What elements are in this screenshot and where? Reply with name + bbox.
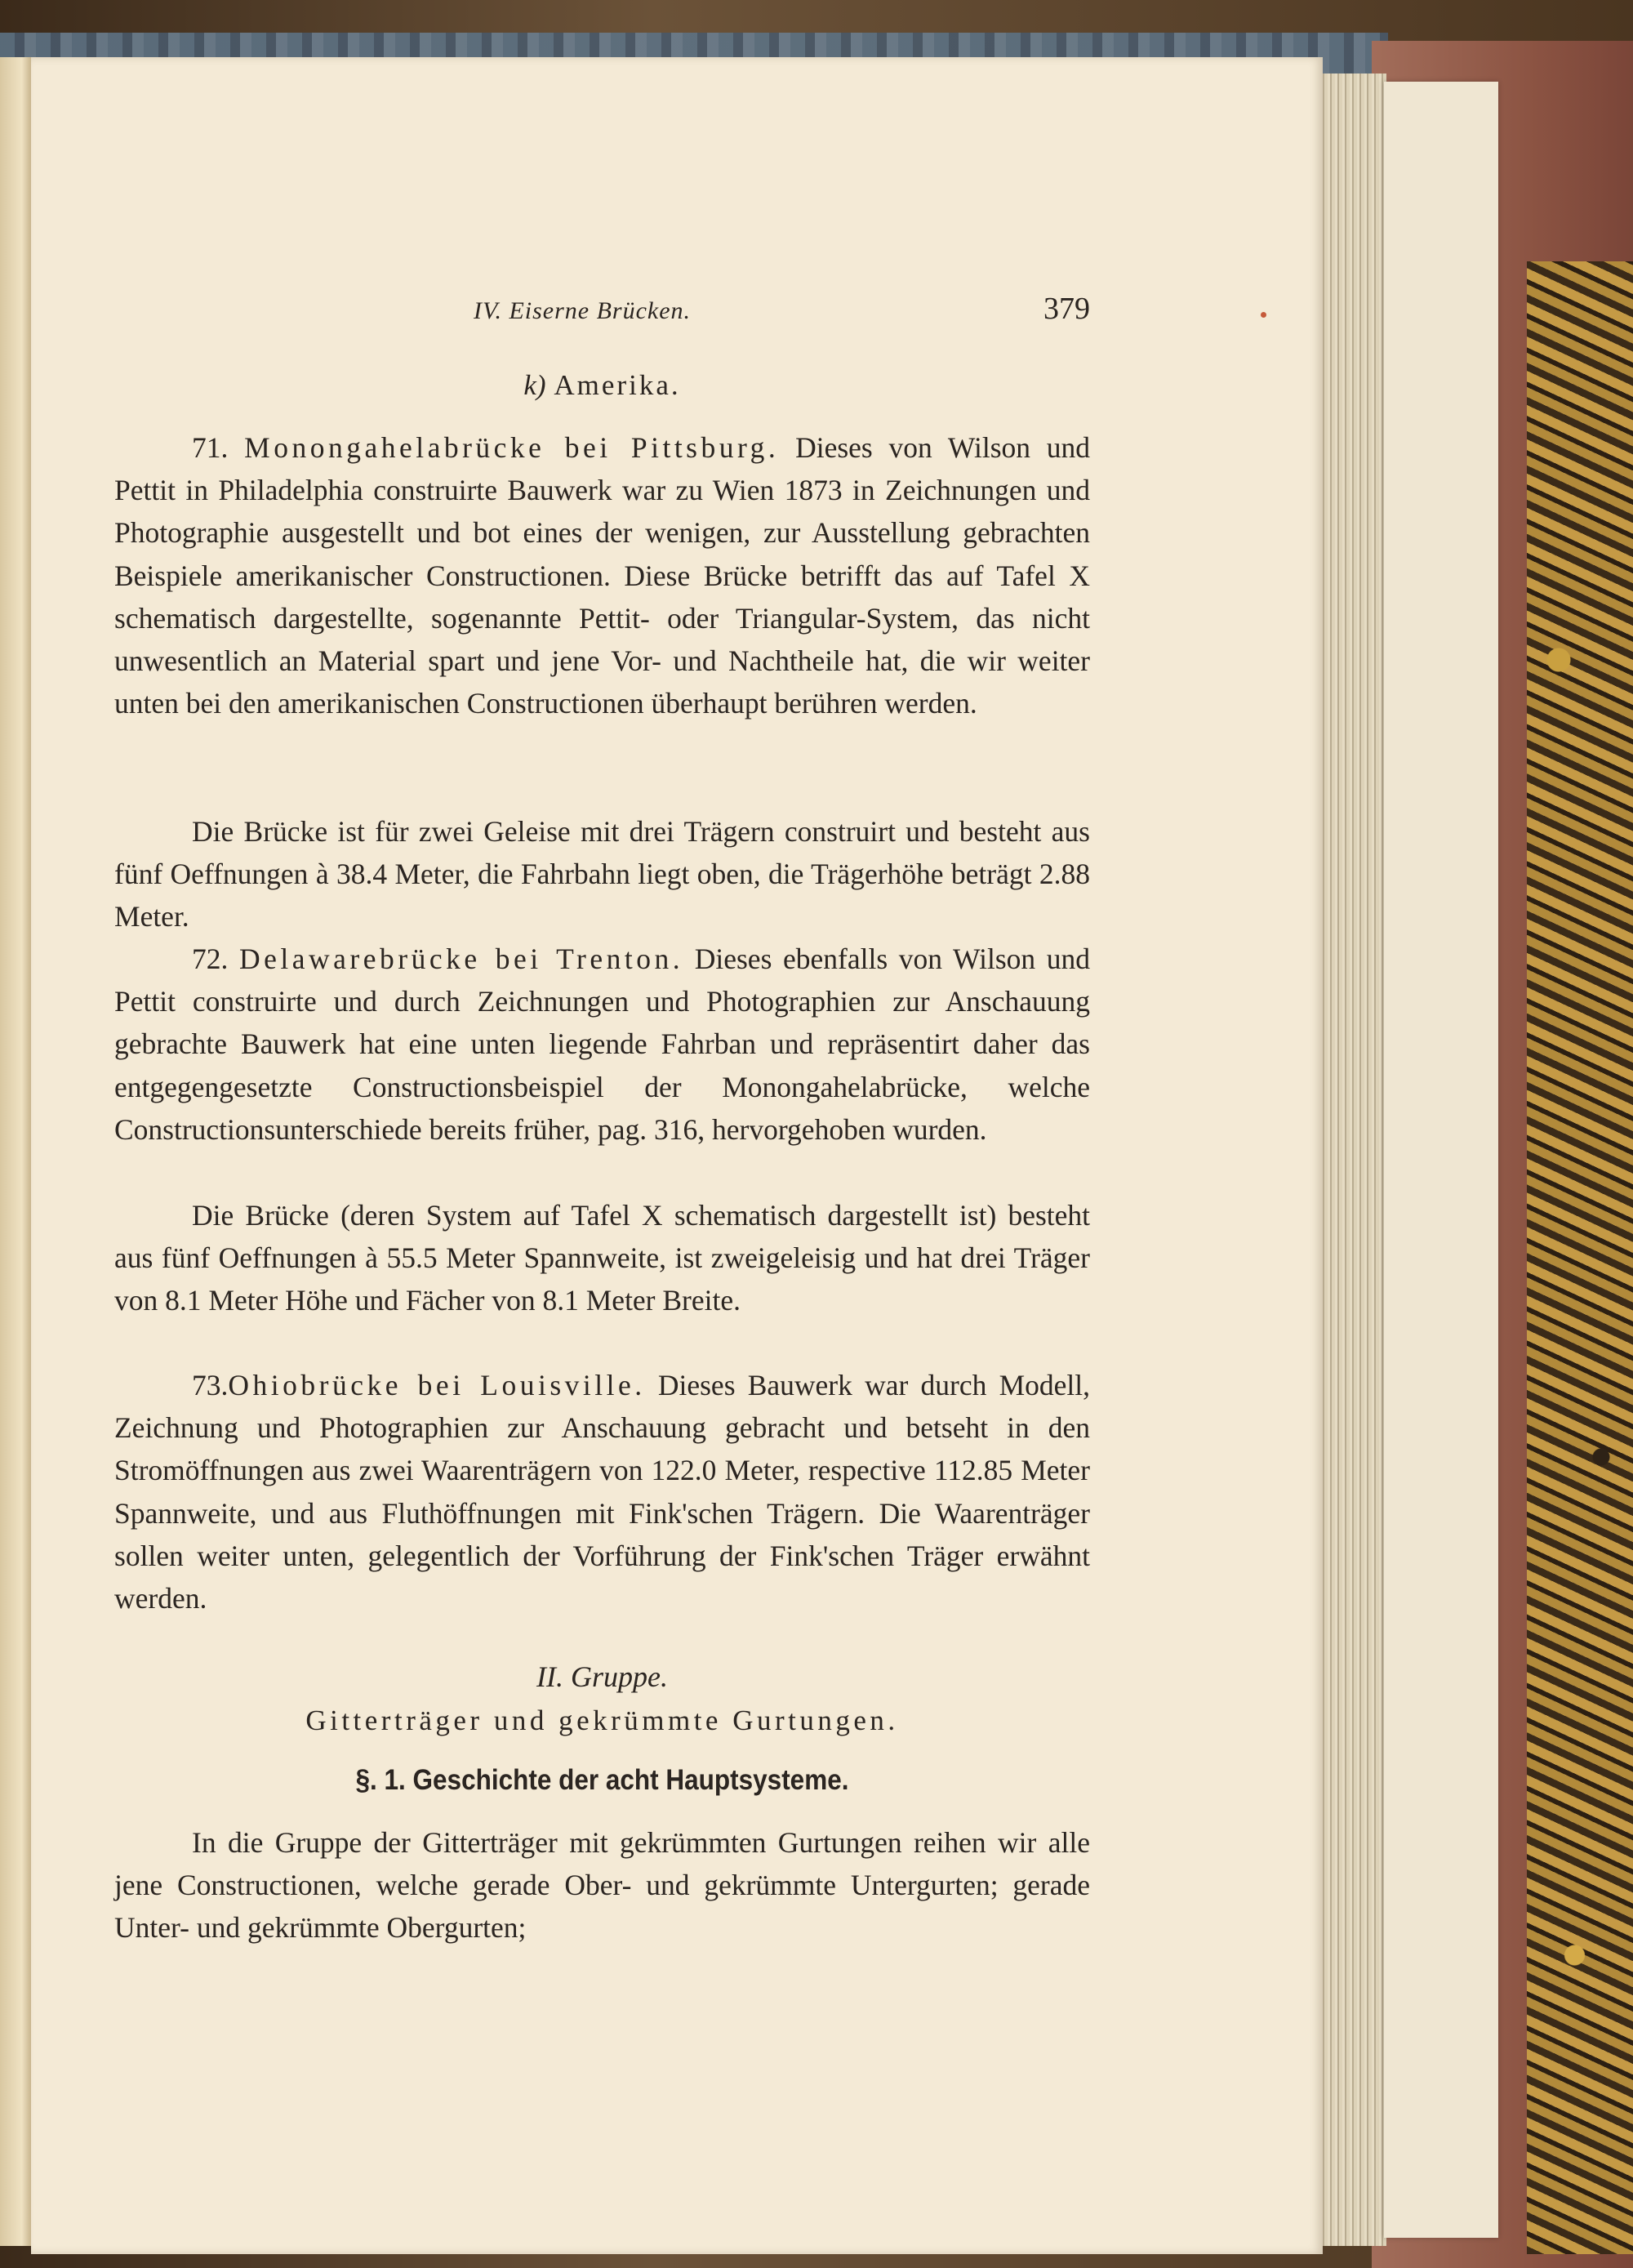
item-71-detail: Die Brücke ist für zwei Geleise mit drei Trägern construirt und besteht aus fünf Oeffnungen à 38.4 Meter, die Fahrbahn liegt oben, die Trägerhöhe beträgt 2.88 Meter. [114, 815, 1090, 933]
page-number: 379 [1043, 292, 1090, 326]
item-73-paragraph [114, 1364, 1090, 1620]
marbled-endpaper [1527, 261, 1633, 2254]
header-title: IV. Eiserne Brücken. [474, 297, 692, 324]
item-72-number: 72. [192, 942, 229, 975]
group-subtitle: Gitterträger und gekrümmte Gurtungen. [305, 1704, 899, 1736]
item-73-text: Dieses Bauwerk war durch Modell, Zeichnung und Photographien zur Anschauung gebracht und betseht in den Stromöffnungen aus zwei Waarenträgern von 122.0 Meter, respective 112.85 Meter Spannweite, und aus Fluthöffnungen mit Fink'schen Trägern. Die Waarenträger sollen weiter unten, gelegentlich der Vorführung der Fink'schen Träger erwähnt werden. [114, 1369, 1091, 1615]
section-k-title: Amerika. [554, 369, 681, 401]
item-71-number: 71. [192, 431, 229, 464]
left-page-edge [0, 57, 31, 2246]
item-72-text: Dieses ebenfalls von Wilson und Pettit construirte und durch Zeichnungen und Photographien zur Anschauung gebrachte Bauwerk hat eine unten liegende Fahrban und repräsentirt daher das entgegengesetzte Constructionsbeispiel der Monongahelabrücke, welche Constructionsunterschiede bereits früher, pag. 316, hervorgehoben wurden. [114, 942, 1091, 1146]
section-title: §. 1. Geschichte der acht Hauptsysteme. [355, 1764, 849, 1796]
ink-speck [1261, 312, 1266, 318]
item-72-name: Delawarebrücke bei Trenton. [239, 942, 684, 975]
item-72-detail: Die Brücke (deren System auf Tafel X schematisch dargestellt ist) besteht aus fünf Oeffnungen à 55.5 Meter Spannweite, ist zweigeleisig und hat drei Träger von 8.1 Meter Höhe und Fächer von 8.1 Meter Breite. [114, 1199, 1090, 1317]
section-k-marker: k) [523, 369, 546, 401]
item-73-name: Ohiobrücke bei Louisville. [228, 1369, 646, 1401]
page-stack-edge [1313, 74, 1386, 2246]
item-71-paragraph [114, 426, 1090, 724]
item-73-number: 73. [192, 1369, 229, 1401]
intro-paragraph: In die Gruppe der Gitterträger mit gekrümmten Gurtungen reihen wir alle jene Constructionen, welche gerade Ober- und gekrümmte Untergurten; gerade Unter- und gekrümmte Obergurten; [114, 1826, 1090, 1945]
section-k-heading [114, 369, 1090, 402]
item-71-text: Dieses von Wilson und Pettit in Philadelphia construirte Bauwerk war zu Wien 1873 in Zeichnungen und Photographie ausgestellt und bot eines der wenigen, zur Ausstellung gebrachten Beispiele amerikanischer Constructionen. Diese Brücke betrifft das auf Tafel X schematisch dargestellte, sogenannte Pettit- oder Triangular-System, das nicht unwesentlich an Material spart und jene Vor- und Nachtheile hat, die wir weiter unten bei den amerikanischen Constructionen überhaupt berühren werden. [114, 431, 1091, 720]
next-leaf [1384, 82, 1498, 2238]
group-title: II. Gruppe. [536, 1660, 668, 1693]
running-header [114, 292, 1090, 338]
item-72-paragraph [114, 938, 1090, 1151]
item-71-name: Monongahelabrücke bei Pittsburg. [244, 431, 780, 464]
